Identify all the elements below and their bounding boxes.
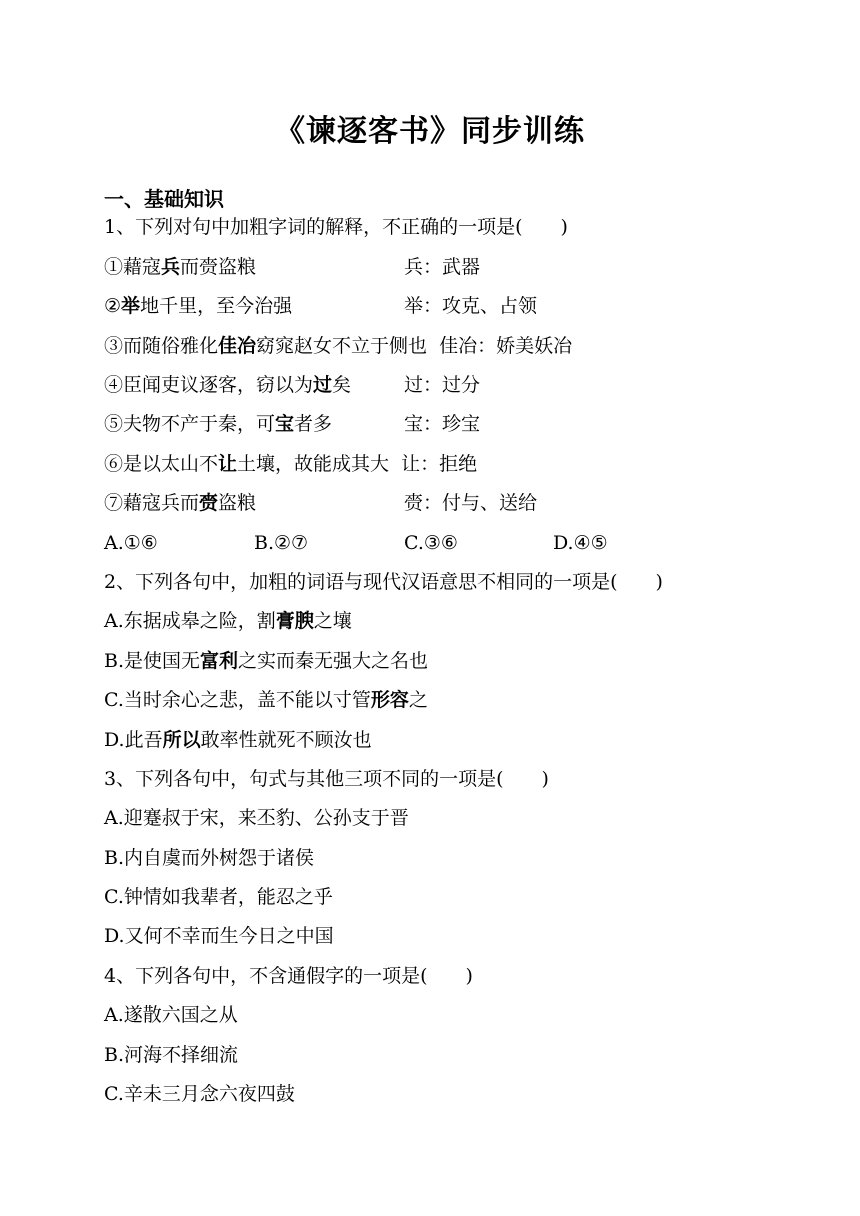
q1-item-bold: 赍 <box>199 492 219 514</box>
q2-item <box>104 726 372 754</box>
q2-item-bold: 富利 <box>200 650 239 672</box>
q1-item-gloss: 兵：武器 <box>404 256 481 278</box>
q4-item: B.河海不择细流 <box>104 1044 239 1066</box>
page-title: 《谏逐客书》同步训练 <box>275 114 585 149</box>
section-heading: 一、基础知识 <box>104 187 224 211</box>
q3-stem: 3、下列各句中，句式与其他三项不同的一项是( ) <box>104 768 549 790</box>
q1-item <box>104 489 256 517</box>
q1-item-pre: ② <box>104 295 122 317</box>
q2-item <box>104 647 428 675</box>
q1-item-bold: 佳冶 <box>218 335 257 357</box>
q1-item-pre: ⑤夫物不产于秦，可 <box>104 413 276 435</box>
q1-item-gloss: 佳冶：娇美妖冶 <box>439 335 573 357</box>
q1-item <box>104 332 572 360</box>
q4-stem: 4、下列各句中，不含通假字的一项是( ) <box>104 965 473 987</box>
q1-item <box>104 371 351 399</box>
q1-item-bold: 让 <box>218 453 238 475</box>
q1-item-post: 地千里，至今治强 <box>140 295 293 317</box>
q2-item-pre: A.东据成皋之险，割 <box>104 610 276 632</box>
q2-item-bold: 形容 <box>370 689 409 711</box>
q2-item-pre: C.当时余心之悲，盖不能以寸管 <box>104 689 371 711</box>
q1-option-c: C.③⑥ <box>404 532 458 554</box>
q4-item: A.遂散六国之从 <box>104 1004 238 1026</box>
q1-item-pre: ④臣闻吏议逐客，窃以为 <box>104 374 314 396</box>
q1-option-b: B.②⑦ <box>254 532 309 554</box>
q2-item-pre: D.此吾 <box>104 729 163 751</box>
q1-item-pre: ⑥是以太山不 <box>104 453 219 475</box>
q1-item-gloss: 赍：付与、送给 <box>404 492 538 514</box>
q1-item-post: 者多 <box>294 413 333 435</box>
q2-item-bold: 所以 <box>162 729 201 751</box>
q2-item-post: 之 <box>408 689 428 711</box>
q1-item-gloss: 让：拒绝 <box>401 453 478 475</box>
q1-item <box>104 410 332 438</box>
q1-option-a: A.①⑥ <box>104 532 158 554</box>
q1-item-gloss: 宝：珍宝 <box>404 413 481 435</box>
q3-item: A.迎蹇叔于宋，来丕豹、公孙支于晋 <box>104 807 409 829</box>
q2-item <box>104 607 352 635</box>
q1-item-gloss: 过：过分 <box>404 374 481 396</box>
q1-option-d: D.④⑤ <box>553 532 608 554</box>
q3-item: C.钟情如我辈者，能忍之乎 <box>104 886 333 908</box>
q1-item-post: 矣 <box>332 374 352 396</box>
q1-item-post: 窈窕赵女不立于侧也 <box>256 335 428 357</box>
q2-item-post: 之实而秦无强大之名也 <box>238 650 429 672</box>
q2-item-post: 之壤 <box>313 610 352 632</box>
q2-item-post: 敢率性就死不顾汝也 <box>200 729 372 751</box>
q4-item: C.辛未三月念六夜四鼓 <box>104 1083 295 1105</box>
q2-stem: 2、下列各句中，加粗的词语与现代汉语意思不相同的一项是( ) <box>104 571 663 593</box>
q3-item: D.又何不幸而生今日之中国 <box>104 925 334 947</box>
q1-item-bold: 举 <box>121 295 141 317</box>
q1-item-pre: ①藉寇 <box>104 256 162 278</box>
q1-item-post: 盗粮 <box>218 492 257 514</box>
q1-item-bold: 宝 <box>275 413 295 435</box>
q1-item-pre: ⑦藉寇兵而 <box>104 492 200 514</box>
q1-item <box>104 450 477 478</box>
q1-item-pre: ③而随俗雅化 <box>104 335 219 357</box>
q2-item <box>104 686 428 714</box>
q1-item-bold: 过 <box>313 374 333 396</box>
q2-item-bold: 膏腴 <box>275 610 314 632</box>
q1-item <box>104 253 256 281</box>
q1-stem: 1、下列对句中加粗字词的解释，不正确的一项是( ) <box>104 216 568 238</box>
q1-item-gloss: 举：攻克、占领 <box>404 295 538 317</box>
q2-item-pre: B.是使国无 <box>104 650 201 672</box>
q1-item-post: 而赍盗粮 <box>180 256 257 278</box>
q3-item: B.内自虞而外树怨于诸侯 <box>104 847 315 869</box>
q1-options <box>104 529 744 557</box>
q1-item-bold: 兵 <box>161 256 181 278</box>
q1-item-post: 土壤，故能成其大 <box>237 453 390 475</box>
q1-item <box>104 292 292 320</box>
